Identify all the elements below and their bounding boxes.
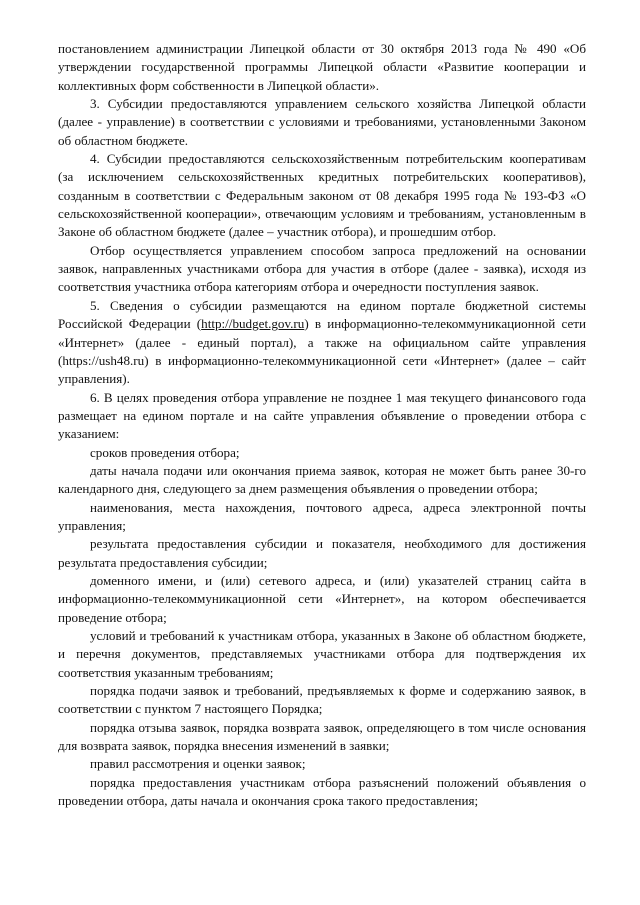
list-item-withdrawal: порядка отзыва заявок, порядка возврата заявок, определяющего в том числе основания для возврата заявок, порядка внесения изменений в заявки; bbox=[58, 719, 586, 754]
list-item-domain: доменного имени, и (или) сетевого адреса, и (или) указателей страниц сайта в информационно-телекоммуникационной сети «Интернет», на котором обеспечивается проведение отбора; bbox=[58, 572, 586, 625]
list-item-requirements: условий и требований к участникам отбора, указанных в Законе об областном бюджете, и перечня документов, представляемых участниками отбора для подтверждения их соответствия указанным требованиям; bbox=[58, 628, 586, 680]
paragraph-2: 3. Субсидии предоставляются управлением сельского хозяйства Липецкой области (далее - управление) в соответствии с условиями и требованиями, установленными Законом об областном бюджете. bbox=[58, 96, 586, 148]
paragraph-5-before: 5. Сведения о субсидии размещаются на едином портале бюджетной системы Российской Федерации ( bbox=[58, 297, 586, 332]
paragraph-6: 6. В целях проведения отбора управление не позднее 1 мая текущего финансового года размещает на едином портале и на сайте управления объявление о проведении отбора с указанием: bbox=[58, 389, 586, 442]
list-item-result: результата предоставления субсидии и показателя, необходимого для достижения результата предоставления субсидии; bbox=[58, 536, 586, 570]
list-item-clarifications: порядка предоставления участникам отбора разъяснений положений объявления о проведении отбора, даты начала и окончания срока такого предоставления; bbox=[58, 774, 586, 809]
list-item-address: наименования, места нахождения, почтового адреса, адреса электронной почты управления; bbox=[58, 499, 586, 533]
paragraph-1: постановлением администрации Липецкой области от 30 октября 2013 года № 490 «Об утверждении государственной программы Липецкой области «Развитие кооперации и коллективных форм собственности в Липецкой области». bbox=[58, 41, 586, 93]
list-item-evaluation: правил рассмотрения и оценки заявок; bbox=[90, 756, 306, 772]
paragraph-3: 4. Субсидии предоставляются сельскохозяйственным потребительским кооперативам (за исключением сельскохозяйственных кредитных потребительских кооперативов), созданным в соответствии с Федеральным законом от 08 декабря 1995 года № 193-ФЗ «О сельскохозяйственной кооперации», отвечающим условиям и требованиям, установленным в Законе об областном бюджете (далее – участник отбора), и прошедшим отбор. bbox=[58, 151, 586, 240]
budget-portal-link[interactable]: http://budget.gov.ru bbox=[201, 316, 305, 332]
list-item-submission: порядка подачи заявок и требований, предъявляемых к форме и содержанию заявок, в соответствии с пунктом 7 настоящего Порядка; bbox=[58, 683, 586, 717]
paragraph-4: Отбор осуществляется управлением способом запроса предложений на основании заявок, направленных участниками отбора для участия в отборе (далее - заявка), исходя из соответствия участника отбора категориям отбора и очередности поступления заявок. bbox=[58, 242, 586, 295]
paragraph-5 bbox=[58, 297, 586, 389]
list-item-dates: даты начала подачи или окончания приема заявок, которая не может быть ранее 30-го календарного дня, следующего за днем размещения объявления о проведении отбора; bbox=[58, 462, 586, 497]
document-page bbox=[58, 40, 586, 810]
list-item-deadlines: сроков проведения отбора; bbox=[90, 444, 240, 460]
paragraph-5-after: ) в информационно-телекоммуникационной сети «Интернет» (далее - единый портал), а также на официальном сайте управления (https://ush48.ru) в информационно-телекоммуникационной сети «Интернет» (далее – сайт управления). bbox=[58, 316, 587, 387]
